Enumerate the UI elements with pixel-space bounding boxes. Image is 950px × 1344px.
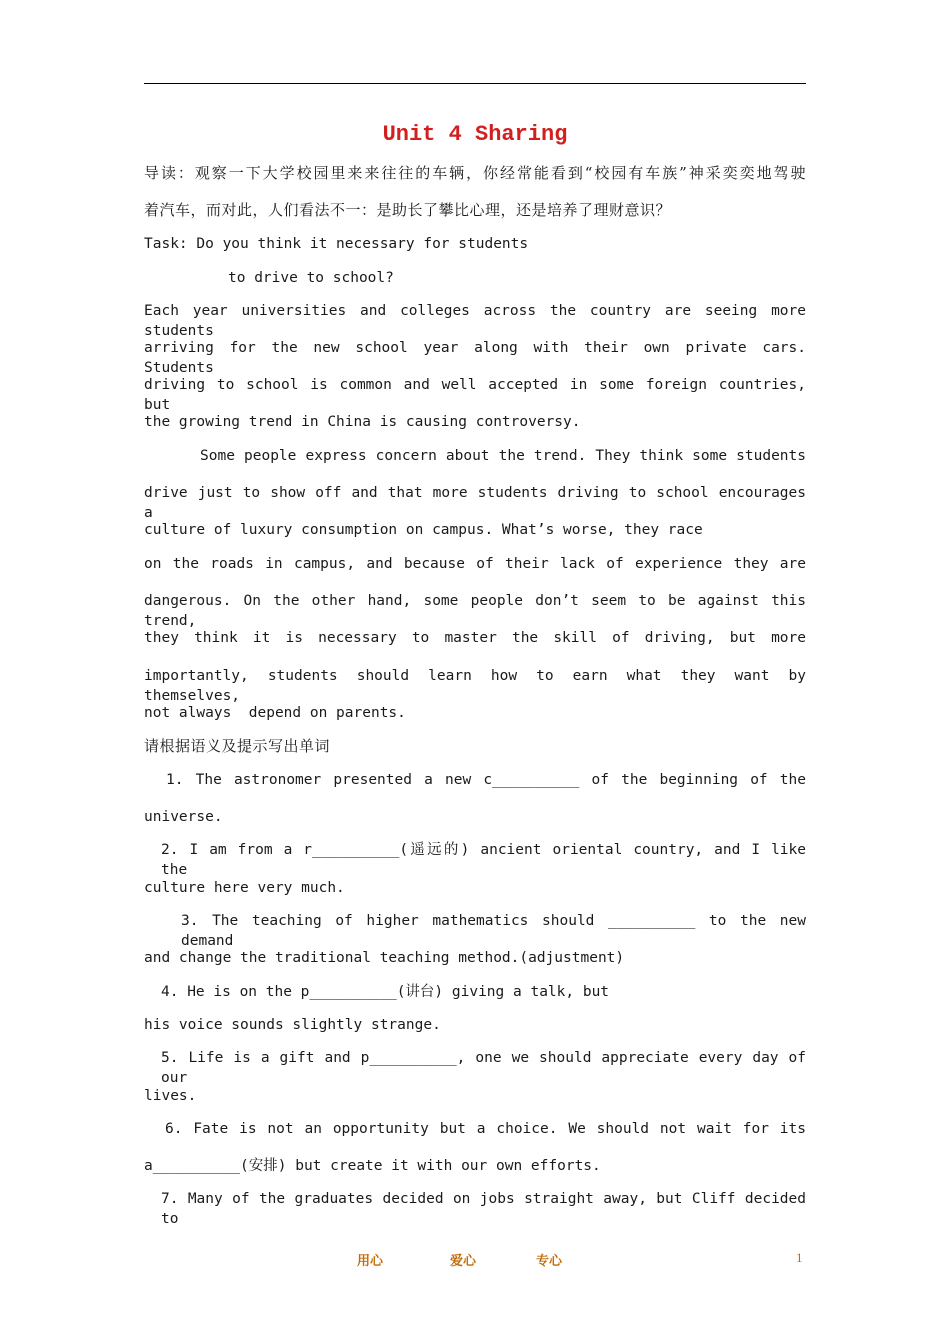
exercise-line: 3. The teaching of higher mathematics should __________ to the new demand [181,913,806,949]
passage-line: importantly, students should learn how to earn what they want by themselves, [144,668,806,704]
passage-line: drive just to show off and that more students driving to school encourages a [144,485,806,521]
task-line-2: to drive to school? [228,270,394,286]
exercise-line: 6. Fate is not an opportunity but a choice. We should not wait for its [165,1121,806,1137]
exercise-line: 5. Life is a gift and p__________, one we should appreciate every day of our [161,1050,806,1086]
passage-line: culture of luxury consumption on campus. What’s worse, they race [144,522,703,538]
passage-line: Each year universities and colleges across the country are seeing more students [144,303,806,339]
exercise-line: a__________(安排) but create it with our own efforts. [144,1158,601,1174]
exercise-line: and change the traditional teaching method.(adjustment) [144,950,625,966]
passage-line: arriving for the new school year along with their own private cars. Students [144,340,806,376]
exercise-line: 7. Many of the graduates decided on jobs straight away, but Cliff decided to [161,1191,806,1227]
header-rule [144,83,806,84]
passage-line: not always depend on parents. [144,705,406,721]
exercise-line: 4. He is on the p__________(讲台) giving a talk, but [161,984,610,1000]
exercise-line: lives. [144,1088,197,1104]
exercise-line: his voice sounds slightly strange. [144,1017,441,1033]
document-title: Unit 4 Sharing [382,122,568,147]
passage-line: they think it is necessary to master the skill of driving, but more [144,630,806,646]
footer-item: 专心 [536,1254,563,1269]
task-line-1: Task: Do you think it necessary for students [144,236,529,252]
exercise-line: universe. [144,809,223,825]
exercise-line: culture here very much. [144,880,345,896]
footer-item: 爱心 [450,1254,477,1269]
exercise-line: 2. I am from a r__________(遥远的) ancient oriental country, and I like the [161,842,806,878]
intro-line-2: 着汽车，而对此，人们看法不一：是助长了攀比心理，还是培养了理财意识？ [144,201,672,219]
passage-line: on the roads in campus, and because of their lack of experience they are [144,556,806,572]
passage-line: the growing trend in China is causing controversy. [144,414,581,430]
exercise-heading: 请根据语义及提示写出单词 [144,737,331,755]
intro-line-1: 导读：观察一下大学校园里来来往往的车辆，你经常能看到“校园有车族”神采奕奕地驾驶 [144,164,806,182]
page-number: 1 [796,1250,803,1265]
footer-item: 用心 [357,1254,384,1269]
passage-line: dangerous. On the other hand, some people don’t seem to be against this trend, [144,593,806,629]
passage-line: driving to school is common and well accepted in some foreign countries, but [144,377,806,413]
exercise-line: 1. The astronomer presented a new c__________ of the beginning of the [166,772,806,788]
passage-line: Some people express concern about the trend. They think some students [200,448,806,464]
